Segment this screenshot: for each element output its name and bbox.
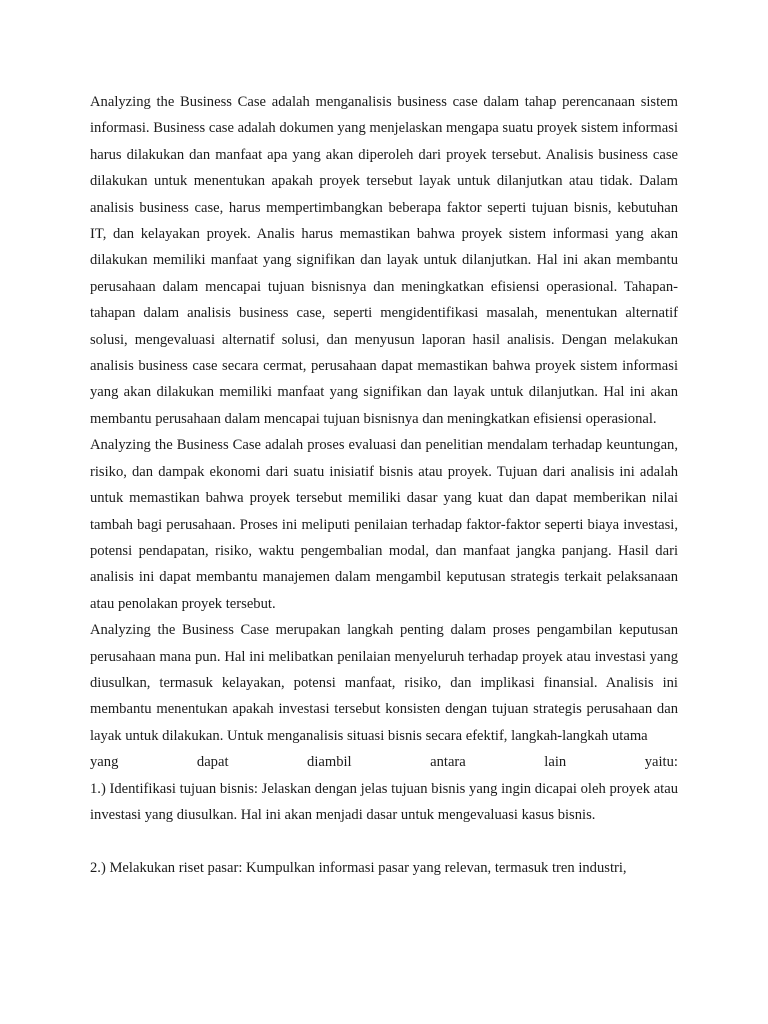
spread-word: dapat	[196, 754, 229, 771]
paragraph-2: Analyzing the Business Case adalah proses evaluasi dan penelitian mendalam terhadap keuntungan, risiko, dan dampak ekonomi dari suatu inisiatif bisnis atau proyek. Tujuan dari analisis ini adalah untuk memastikan bahwa proyek tersebut memiliki dasar yang kuat dan dapat memberikan nilai tambah bagi perusahaan. Proses ini meliputi penilaian terhadap faktor-faktor seperti biaya investasi, potensi pendapatan, risiko, waktu pengembalian modal, dan manfaat jangka panjang. Hasil dari analisis ini dapat membantu manajemen dalam mengambil keputusan strategis terkait pelaksanaan atau penolakan proyek tersebut.	[90, 437, 678, 612]
paragraph-3: Analyzing the Business Case merupakan langkah penting dalam proses pengambilan keputusan perusahaan mana pun. Hal ini melibatkan penilaian menyeluruh terhadap proyek atau investasi yang diusulkan, termasuk kelayakan, potensi manfaat, risiko, dan implikasi finansial. Analisis ini membantu menentukan apakah investasi tersebut konsisten dengan tujuan strategis perusahaan dan layak untuk dilakukan. Untuk menganalisis situasi bisnis secara efektif, langkah-langkah utama	[90, 622, 678, 744]
step-1: 1.) Identifikasi tujuan bisnis: Jelaskan dengan jelas tujuan bisnis yang ingin dicapai oleh proyek atau investasi yang diusulkan. Hal ini akan menjadi dasar untuk mengevaluasi kasus bisnis.	[90, 780, 678, 823]
spread-word: lain	[544, 754, 567, 771]
spread-word: diambil	[307, 754, 352, 771]
spread-word: yaitu:	[644, 754, 678, 771]
spread-word: antara	[430, 754, 466, 771]
step-2: 2.) Melakukan riset pasar: Kumpulkan informasi pasar yang relevan, termasuk tren industri,	[90, 859, 627, 876]
blank-line	[90, 828, 678, 854]
paragraph-1: Analyzing the Business Case adalah menganalisis business case dalam tahap perencanaan sistem informasi. Business case adalah dokumen yang menjelaskan mengapa suatu proyek sistem informasi harus dilakukan dan manfaat apa yang akan diperoleh dari proyek tersebut. Analisis business case dilakukan untuk menentukan apakah proyek tersebut layak untuk dilanjutkan atau tidak. Dalam analisis business case, harus mempertimbangkan beberapa faktor seperti tujuan bisnis, kebutuhan IT, dan kelayakan proyek. Analis harus memastikan bahwa proyek sistem informasi yang akan dilakukan memiliki manfaat yang signifikan dan layak untuk dilanjutkan. Hal ini akan membantu perusahaan dalam mencapai tujuan bisnisnya dan meningkatkan efisiensi operasional. Tahapan-tahapan dalam analisis business case, seperti mengidentifikasi masalah, menentukan alternatif solusi, mengevaluasi alternatif solusi, dan menyusun laporan hasil analisis. Dengan melakukan analisis business case secara cermat, perusahaan dapat memastikan bahwa proyek sistem informasi yang akan dilakukan memiliki manfaat yang signifikan dan layak untuk dilanjutkan. Hal ini akan membantu perusahaan dalam mencapai tujuan bisnisnya dan meningkatkan efisiensi operasional.	[90, 94, 678, 427]
spread-word: yang	[90, 754, 119, 771]
document-body	[90, 89, 678, 881]
spread-line	[90, 749, 678, 775]
